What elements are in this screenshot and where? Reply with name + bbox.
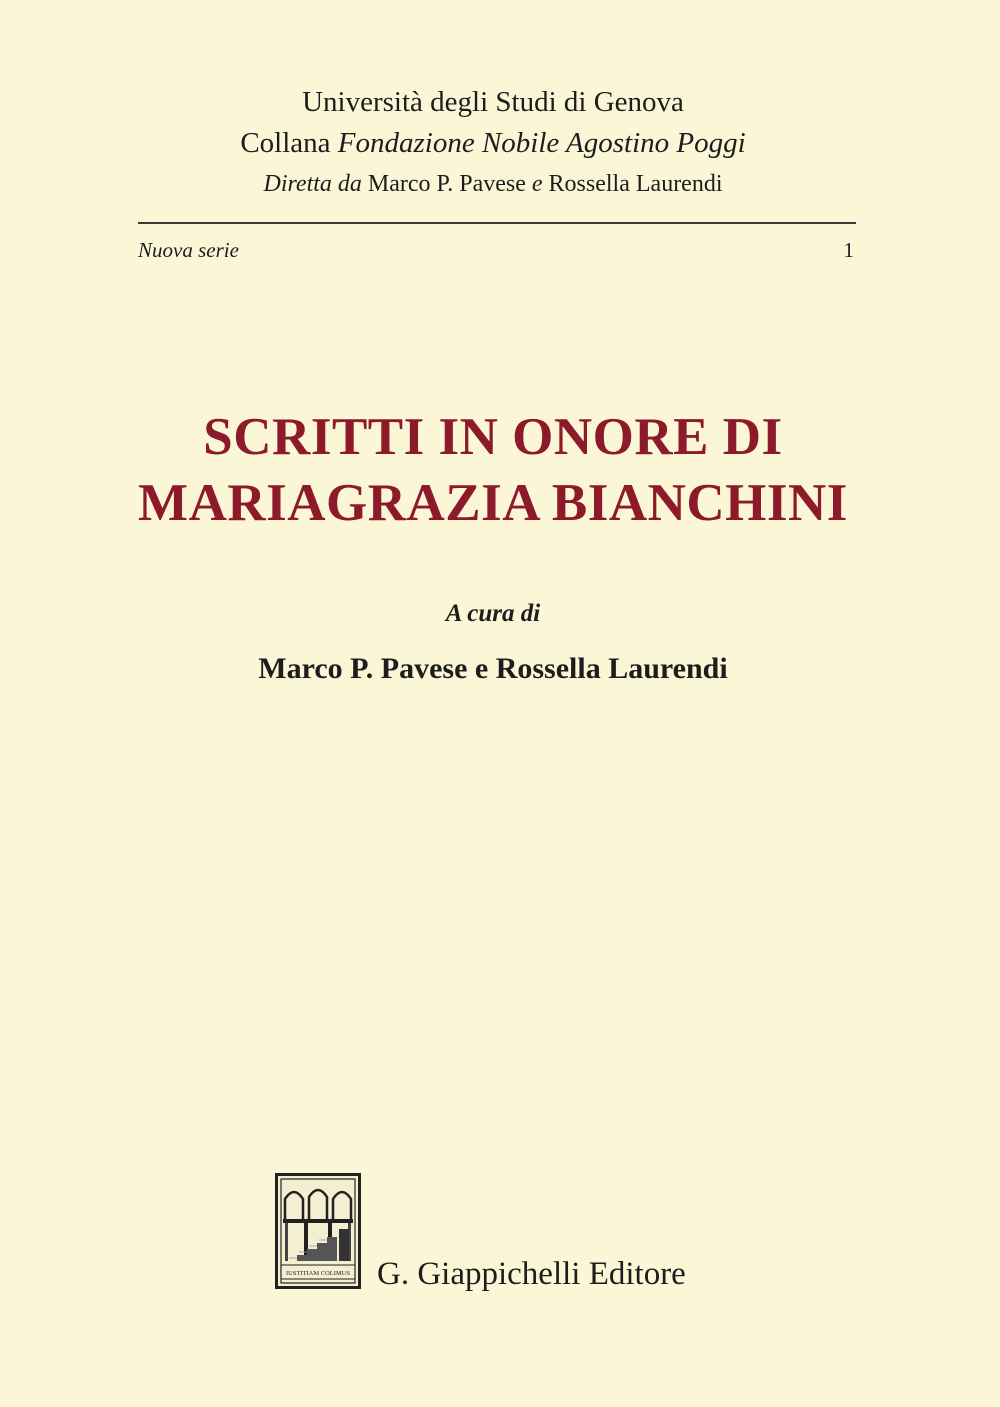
publisher-name: G. Giappichelli Editore [377, 1256, 686, 1292]
editors-label: A cura di [445, 600, 541, 627]
directors-line [0, 164, 986, 204]
book-title [0, 404, 986, 536]
editors-names: Marco P. Pavese e Rossella Laurendi [258, 652, 728, 685]
collection-prefix: Collana [240, 127, 331, 159]
cover-header [0, 82, 986, 204]
header-divider [138, 222, 856, 224]
university-name: Università degli Studi di Genova [302, 86, 684, 118]
collection-name: Fondazione Nobile Agostino Poggi [337, 127, 746, 159]
directors-conjunction: e [531, 171, 543, 197]
collection-line [0, 122, 986, 164]
logo-motto: IUSTITIAM COLIMUS [285, 1270, 351, 1277]
directed-by-label: Diretta da [263, 171, 362, 197]
publisher-logo-icon [275, 1173, 361, 1289]
director-1: Marco P. Pavese [367, 171, 526, 197]
title-line-2: MARIAGRAZIA BIANCHINI [138, 474, 848, 532]
series-number: 1 [843, 238, 854, 262]
series-label: Nuova serie [138, 238, 239, 262]
title-line-1: SCRITTI IN ONORE DI [203, 408, 783, 466]
director-2: Rossella Laurendi [548, 171, 723, 197]
